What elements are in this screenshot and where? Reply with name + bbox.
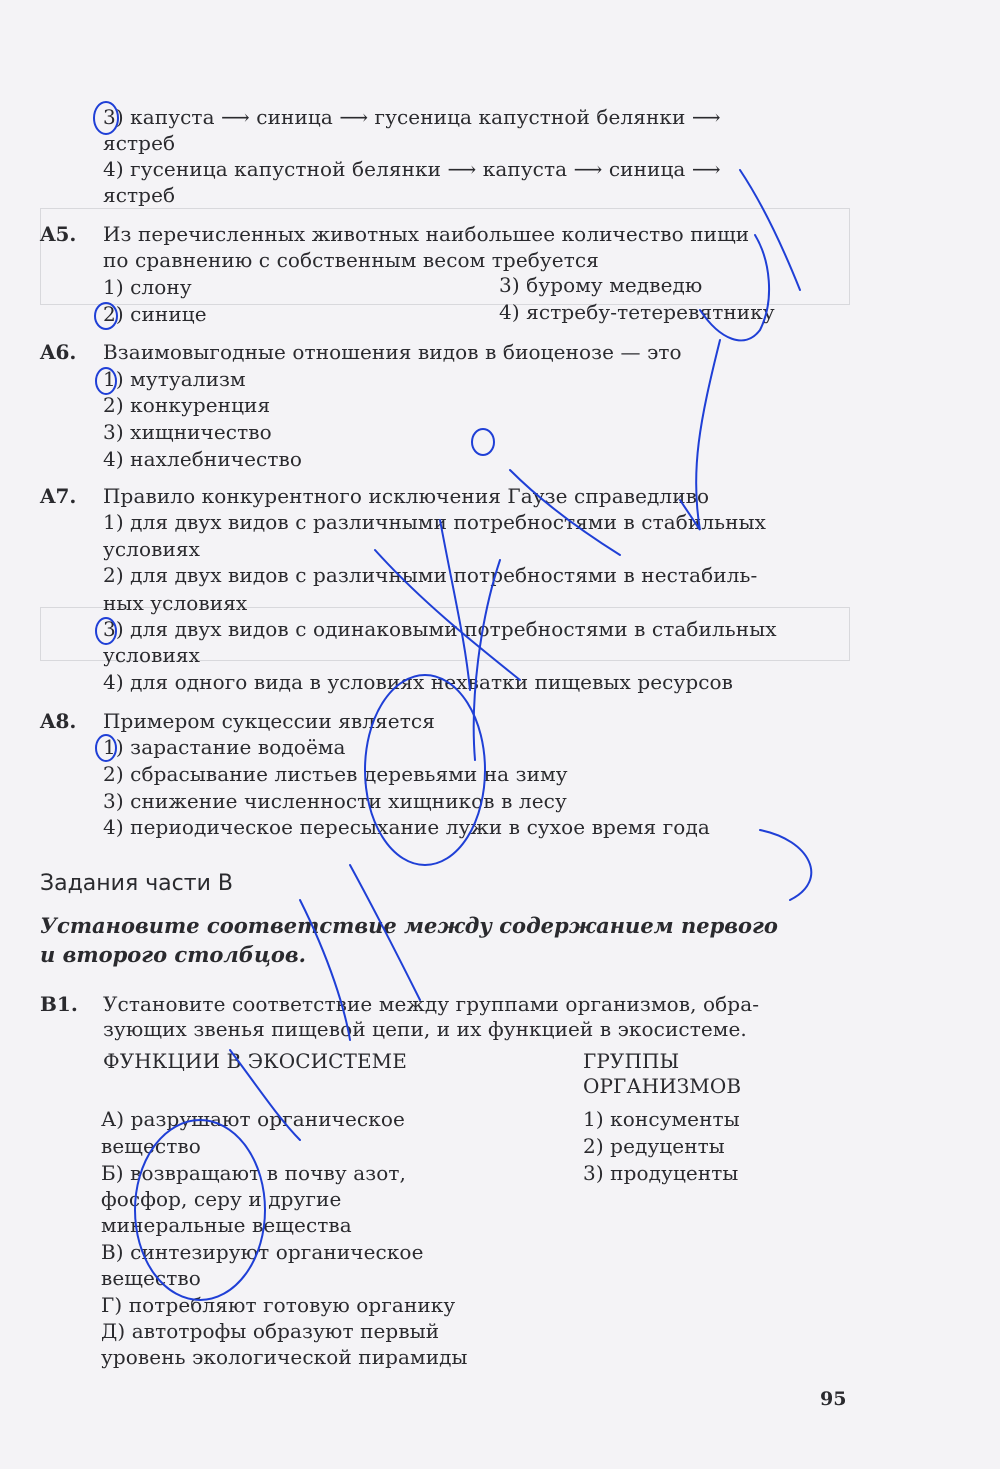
question-label: A7. [40,484,77,508]
option-text: 2) для двух видов с различными потребностями в нестабиль- [103,563,758,587]
option-text: ястреб [103,183,176,207]
question-label: A6. [40,340,77,364]
instruction: Установите соответствие между содержанием первого [40,913,778,938]
function-item: минеральные вещества [101,1213,352,1237]
instruction: и второго столбцов. [40,942,306,967]
question-label: A5. [40,222,77,246]
group-item: 2) редуценты [583,1134,725,1158]
function-item: В) синтезируют органическое [101,1240,424,1264]
option: 3) хищничество [103,420,272,444]
pen-stroke [760,830,811,900]
question-text: Установите соответствие между группами организмов, обра- [103,992,760,1016]
option: 1) зарастание водоёма [103,735,346,759]
pen-stroke [472,429,494,455]
option: 2) сбрасывание листьев деревьями на зиму [103,762,568,786]
function-item: Б) возвращают в почву азот, [101,1161,406,1185]
function-item: уровень экологической пирамиды [101,1345,468,1369]
question-text: Из перечисленных животных наибольшее количество пищи [103,222,750,246]
question-text: Правило конкурентного исключения Гаузе справедливо [103,484,710,508]
option: 3) бурому медведю [499,273,703,297]
question-text: по сравнению с собственным весом требуется [103,248,599,272]
page-number: 95 [820,1388,847,1410]
question-text: зующих звенья пищевой цепи, и их функцией в экосистеме. [103,1017,747,1041]
option: 2) конкуренция [103,393,271,417]
option: 4) ястребу-тетеревятнику [499,300,775,324]
question-text: Взаимовыгодные отношения видов в биоценозе — это [103,340,682,364]
option: 1) мутуализм [103,367,246,391]
question-text: Примером сукцессии является [103,709,435,733]
option-text: 3) капуста ⟶ синица ⟶ гусеница капустной белянки ⟶ [103,105,721,129]
option-text: 4) гусеница капустной белянки ⟶ капуста ⟶ синица ⟶ [103,157,721,181]
function-item: А) разрушают органическое [101,1107,405,1131]
option-text: условиях [103,643,201,667]
option-text: условиях [103,537,201,561]
function-item: Г) потребляют готовую органику [101,1293,456,1317]
function-item: фосфор, серу и другие [101,1187,342,1211]
column-header: ГРУППЫ [583,1049,680,1073]
group-item: 1) консументы [583,1107,740,1131]
option: 3) снижение численности хищников в лесу [103,789,567,813]
option: 2) синице [103,302,207,326]
option-text: 4) для одного вида в условиях нехватки пищевых ресурсов [103,670,734,694]
column-header: ОРГАНИЗМОВ [583,1074,742,1098]
option-text: ястреб [103,131,176,155]
question-label: B1. [40,992,78,1016]
option: 4) периодическое пересыхание лужи в сухое время года [103,815,710,839]
option: 4) нахлебничество [103,447,302,471]
group-item: 3) продуценты [583,1161,739,1185]
option-text: 3) для двух видов с одинаковыми потребностями в стабильных [103,617,777,641]
function-item: вещество [101,1134,201,1158]
option-text: 1) для двух видов с различными потребностями в стабильных [103,510,766,534]
function-item: вещество [101,1266,201,1290]
question-label: A8. [40,709,77,733]
function-item: Д) автотрофы образуют первый [101,1319,440,1343]
option-text: ных условиях [103,591,248,615]
section-heading: Задания части В [40,871,233,896]
pen-stroke [440,520,470,690]
option: 1) слону [103,275,192,299]
column-header: ФУНКЦИИ В ЭКОСИСТЕМЕ [103,1049,407,1073]
